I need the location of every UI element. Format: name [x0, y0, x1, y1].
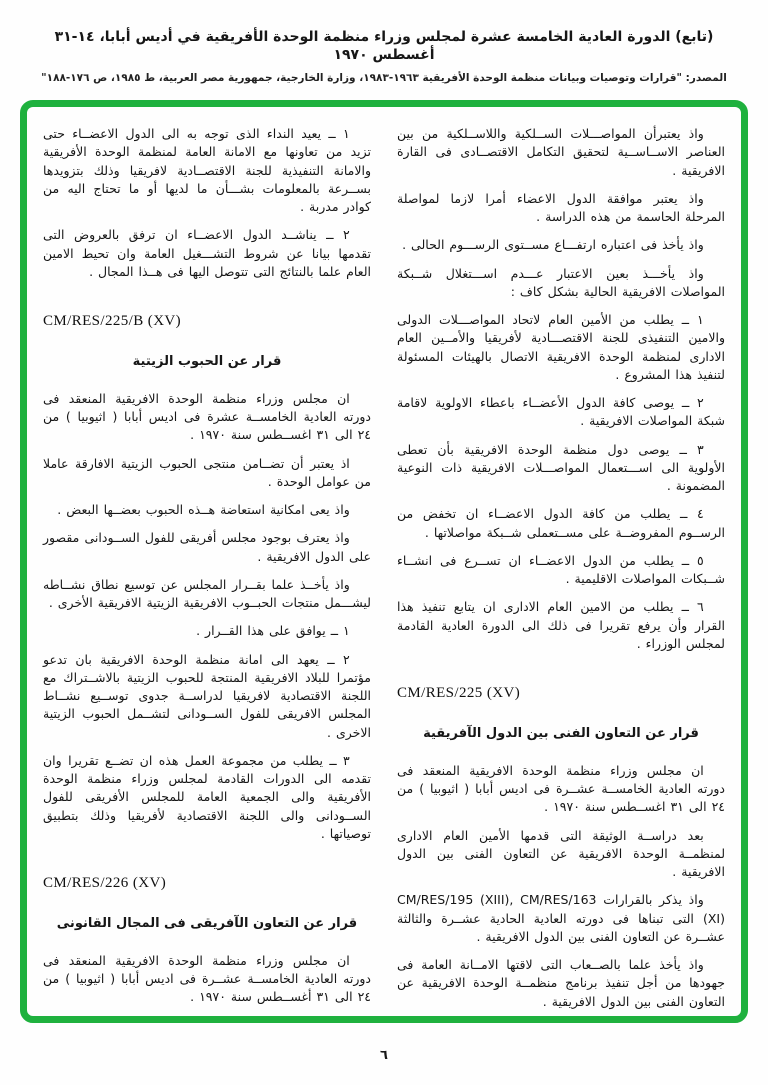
paragraph: ٣ ــ يوصى دول منظمة الوحدة الافريقية بأن تعطى الأولوية الى اســـتعمال المواصـــلات الافريقية ذات النوعية المضمونة . — [397, 441, 725, 493]
left-column — [43, 125, 371, 1006]
paragraph: واذ يعترف بوجود مجلس أفريقى للفول الســودانى مقصور على الدول الافريقية . — [43, 530, 371, 564]
paragraph: ١ ــ يعيد النداء الذى توجه به الى الدول الاعضــاء حتى تزيد من تعاونها مع الامانة العامة لمنظمة الوحدة الأفريقية والامانة التنفيذية للجنة الاقتصــادية لافريقيا وذلك بتزويدها بســرعة بالمعلومات بشـــأن ما لديها أو ما تحتاج اليه من كوادر مدربة . — [43, 126, 371, 214]
paragraph: ١ ــ يطلب من الأمين العام لاتحاد المواصـــلات الدولى والامين التنفيذى للجنة الاقتصـــادية لأفريقيا والأمــين العام الادارى لمنظمة الوحدة الافريقية الاتصال بالهيئات المسئولة لتنفيذ هذا المشروع . — [397, 312, 725, 382]
paragraph: واذ يأخذ علما بالصــعاب التى لاقتها الامــانة العامة فى جهودها من أجل تنفيذ برنامج منظمــة الوحدة الافريقية عن التعاون الفنى بين الدول الافريقية . — [397, 957, 725, 1009]
paragraph: ٣ ــ يطلب من مجموعة العمل هذه ان تضــع تقريرا وان تقدمه الى الدورات القادمة لمجلس وزراء منظمة الوحدة الأفريقية والى الجمعية العامة للمجلس الأفريقى للفول الســودانى والى اللجنة الاقتصادية لأفريقيا وذلك بتطبيق توصياتها . — [43, 752, 371, 841]
two-column-content — [27, 107, 741, 1016]
paragraph: ان مجلس وزراء منظمة الوحدة الافريقية المنعقد فى دورته العادية الخامســة عشــرة فى اديس أبابا ( اثيوبيا ) من ٢٤ الى ٣١ أغســطس سنة ١٩٧٠ . — [43, 952, 371, 1005]
paragraph: بعد دراســة الوثيقة التى قدمها الأمين العام الادارى لمنظمــة الوحدة الافريقية عن التعاون الفنى بين الدول الافريقية . — [397, 827, 725, 880]
paragraph: واذ يعى امكانية استعاضة هــذه الحبوب بعضــها البعض . — [57, 502, 350, 518]
source-citation: المصدر: "قرارات وتوصيات وبيانات منظمة الوحدة الأفريقية ١٩٦٣-١٩٨٣، وزارة الخارجية، جمهورية مصر العربية، ط ١٩٨٥، ص ١٧٦-١٨٨" — [41, 72, 727, 85]
resolution-title: قرار عن التعاون الفنى بين الدول الآفريقية — [423, 725, 699, 741]
paragraph: ان مجلس وزراء منظمة الوحدة الافريقية المنعقد فى دورته العادية الخامســة عشــرة فى اديس أبابا ( اثيوبيا ) من ٢٤ الى ٣١ اغســطس سنة ١٩٧٠ . — [397, 762, 725, 815]
paragraph: ٦ ــ يطلب من الامين العام الادارى ان يتابع تنفيذ هذا القرار وأن يرفع تقريرا فى ذلك الى الدورة العادية القادمة لمجلس الوزراء . — [397, 599, 725, 651]
resolution-ref: CM/RES/225 (XV) — [397, 685, 521, 701]
paragraph: واذ يعتبرأن المواصـــلات الســلكية واللاســلكية من بين العناصر الاســاســية لتحقيق التكامل الاقتصــادى فى القارة الافريقية . — [397, 126, 725, 178]
paragraph: واذ يذكر بالقرارات CM/RES/195 (XIII), CM/RES/163 (XI) التى تبناها فى دورته العادية الحادية عشــرة والثالثة عشــرة عن التعاون الفنى بين الدول الافريقية . — [397, 892, 725, 944]
paragraph: واذ يعتبر موافقة الدول الاعضاء أمرا لازما لمواصلة المرحلة الحاسمة من هذه الدراسة . — [397, 190, 725, 224]
resolution-title: قرار عن التعاون الآفريقى فى المجال القانونى — [56, 916, 358, 931]
paragraph: ٥ ــ يطلب من الدول الاعضــاء ان تســرع فى انشــاء شــبكات المواصلات الاقليمية . — [397, 552, 725, 586]
paragraph: واذ يأخذ فى اعتباره ارتفـــاع مســتوى الرســـوم الحالى . — [402, 237, 704, 253]
session-title: (تابع) الدورة العادية الخامسة عشرة لمجلس وزراء منظمة الوحدة الأفريقية في أديس أبابا، ١٤-٣١ أغسطس ١٩٧٠ — [54, 29, 714, 64]
paragraph: اذ يعتبر أن تضــامن منتجى الحبوب الزيتية الافارقة عاملا من عوامل الوحدة . — [43, 455, 371, 489]
paragraph: واذ يأخــذ علما بقــرار المجلس عن توسيع نطاق نشــاطه ليشـــمل منتجات الحبــوب الافريقية الزيتية الافريقية الأخرى . — [43, 576, 371, 611]
page-header — [0, 28, 768, 84]
paragraph: ٢ ــ يناشــد الدول الاعضــاء ان ترفق بالعروض التى تقدمها بيانا عن شروط التشـــغيل العامة وان تحيط الامين العام علما بالنتائج التى تتوصل اليها فى هــذا المجال . — [43, 227, 371, 279]
page-number: ٦ — [380, 1048, 388, 1063]
paragraph: ١ ــ يوافق على هذا القــرار . — [196, 623, 350, 639]
paragraph: واذ يأخـــذ بعين الاعتبار عـــدم اســـتغلال شــبكة المواصلات الافريقية الحالية بشكل كاف : — [397, 265, 725, 299]
paragraph: ٢ ــ يعهد الى امانة منظمة الوحدة الافريقية بان تدعو مؤتمرا للبلاد الافريقية المنتجة للحبوب الزيتية بالاشــتراك مع اللجنة الاقتصادية لافريقيا لدراســة جدوى توســيع نشــاط المجلس الافريقى للفول الســودانى لتشــمل الحبوب الزيتية الاخرى . — [43, 651, 371, 740]
right-column — [397, 125, 725, 1009]
resolution-title: قرار عن الحبوب الزيتية — [132, 353, 282, 369]
paragraph: ان مجلس وزراء منظمة الوحدة الافريقية المنعقد فى دورته العادية الخامســة عشرة فى اديس أبابا ( اثيوبيا ) من ٢٤ الى ٣١ اغســطس سنة ١٩٧٠ . — [43, 390, 371, 443]
resolution-ref: CM/RES/225/B (XV) — [43, 313, 182, 329]
paragraph: ٤ ــ يطلب من كافة الدول الاعضــاء ان تخفض من الرســوم المفروضــة على مســتعملى شــبكة مواصلاتها . — [397, 506, 725, 540]
content-border-box — [20, 100, 748, 1023]
paragraph: ٢ ــ يوصى كافة الدول الأعضــاء باعطاء الاولوية لاقامة شبكة المواصلات الافريقية . — [397, 395, 725, 429]
resolution-ref: CM/RES/226 (XV) — [43, 875, 167, 892]
